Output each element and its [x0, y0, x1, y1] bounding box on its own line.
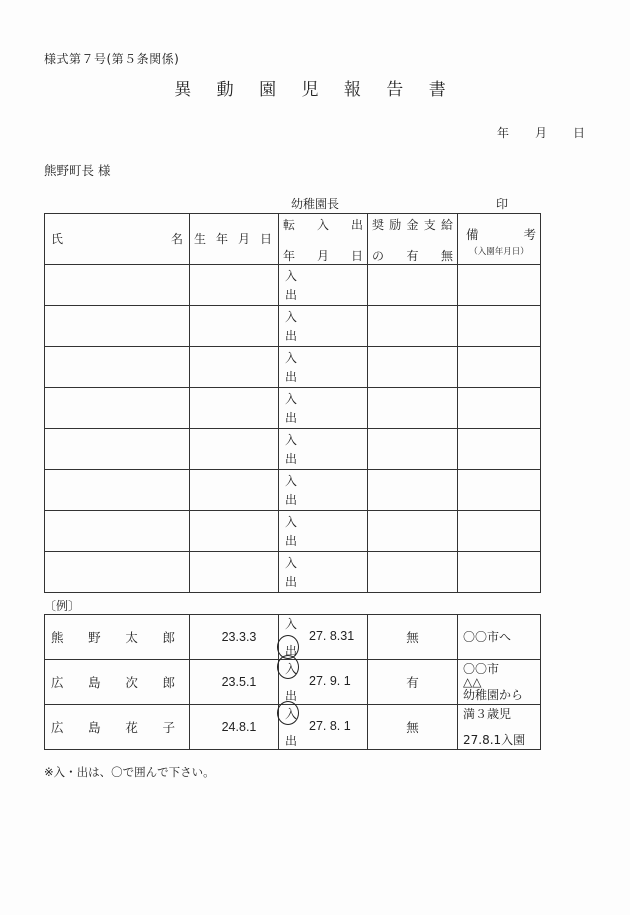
- birthdate-cell[interactable]: [190, 388, 279, 429]
- report-date: [483, 124, 585, 141]
- move-cell[interactable]: [279, 347, 368, 388]
- note-cell[interactable]: [458, 347, 541, 388]
- move-cell[interactable]: [279, 306, 368, 347]
- birthdate-cell[interactable]: [190, 470, 279, 511]
- example-birthdate: 23.3.3: [190, 615, 279, 660]
- header-note: 備 考 （入園年月日）: [458, 214, 541, 265]
- grant-cell[interactable]: [368, 470, 458, 511]
- example-move: [279, 615, 368, 660]
- out-option[interactable]: 出: [285, 452, 298, 466]
- in-option[interactable]: 入: [285, 269, 298, 283]
- note-cell[interactable]: [458, 470, 541, 511]
- report-table: [44, 213, 541, 593]
- note-cell[interactable]: [458, 552, 541, 593]
- name-cell[interactable]: [45, 265, 190, 306]
- in-option[interactable]: 入: [285, 556, 298, 570]
- note-cell[interactable]: [458, 388, 541, 429]
- example-name: 広 島 花 子: [45, 705, 190, 750]
- grant-cell[interactable]: [368, 552, 458, 593]
- example-row: [45, 705, 541, 750]
- header-grant: 奨 励 金 支 給 の 有 無: [368, 214, 458, 265]
- name-cell[interactable]: [45, 470, 190, 511]
- table-row: [45, 552, 541, 593]
- note-cell[interactable]: [458, 511, 541, 552]
- example-grant: 無: [368, 615, 458, 660]
- footnote: ※入・出は、〇で囲んで下さい。: [44, 765, 215, 779]
- move-cell[interactable]: [279, 511, 368, 552]
- grant-cell[interactable]: [368, 347, 458, 388]
- example-row: [45, 660, 541, 705]
- birthdate-cell[interactable]: [190, 347, 279, 388]
- example-birthdate: 23.5.1: [190, 660, 279, 705]
- header-birthdate: 生 年 月 日: [190, 214, 279, 265]
- birthdate-cell[interactable]: [190, 306, 279, 347]
- birthdate-cell[interactable]: [190, 429, 279, 470]
- in-option[interactable]: 入: [285, 515, 298, 529]
- grant-cell[interactable]: [368, 306, 458, 347]
- example-name: 熊 野 太 郎: [45, 615, 190, 660]
- example-label: 〔例〕: [44, 599, 81, 613]
- name-cell[interactable]: [45, 552, 190, 593]
- example-table: [44, 614, 541, 750]
- in-option: 入: [285, 617, 298, 631]
- example-row: [45, 615, 541, 660]
- table-row: [45, 429, 541, 470]
- move-cell[interactable]: [279, 388, 368, 429]
- example-grant: 無: [368, 705, 458, 750]
- example-birthdate: 24.8.1: [190, 705, 279, 750]
- name-cell[interactable]: [45, 306, 190, 347]
- note-cell[interactable]: [458, 429, 541, 470]
- example-move: [279, 705, 368, 750]
- name-cell[interactable]: [45, 511, 190, 552]
- date-day-label: 日: [572, 126, 585, 140]
- example-note: 〇〇市へ: [458, 615, 541, 660]
- example-grant: 有: [368, 660, 458, 705]
- move-date: 27. 8.31: [309, 629, 355, 643]
- birthdate-cell[interactable]: [190, 552, 279, 593]
- seal-label: 印: [496, 197, 509, 211]
- move-date: 27. 9. 1: [309, 674, 351, 688]
- table-row: [45, 511, 541, 552]
- grant-cell[interactable]: [368, 429, 458, 470]
- table-row: [45, 388, 541, 429]
- out-option[interactable]: 出: [285, 370, 298, 384]
- form-number: 様式第７号(第５条関係): [44, 52, 180, 66]
- header-move-date: 転 入 出 年 月 日: [279, 214, 368, 265]
- addressee: 熊野町長 様: [44, 163, 111, 178]
- example-name: 広 島 次 郎: [45, 660, 190, 705]
- in-option[interactable]: 入: [285, 310, 298, 324]
- in-option[interactable]: 入: [285, 433, 298, 447]
- in-option[interactable]: 入: [285, 351, 298, 365]
- in-option: 入: [285, 662, 298, 676]
- out-option[interactable]: 出: [285, 329, 298, 343]
- grant-cell[interactable]: [368, 511, 458, 552]
- note-cell[interactable]: [458, 306, 541, 347]
- header-name: 氏 名: [45, 214, 190, 265]
- birthdate-cell[interactable]: [190, 265, 279, 306]
- name-cell[interactable]: [45, 429, 190, 470]
- sender-label: 幼稚園長: [291, 197, 340, 211]
- birthdate-cell[interactable]: [190, 511, 279, 552]
- out-option[interactable]: 出: [285, 288, 298, 302]
- date-month-label: 月: [534, 126, 547, 140]
- name-cell[interactable]: [45, 388, 190, 429]
- selection-circle-icon: [277, 655, 299, 679]
- in-option[interactable]: 入: [285, 474, 298, 488]
- document-title: 異 動 園 児 報 告 書: [174, 80, 456, 100]
- in-option[interactable]: 入: [285, 392, 298, 406]
- out-option: 出: [285, 734, 298, 748]
- out-option[interactable]: 出: [285, 411, 298, 425]
- move-cell[interactable]: [279, 470, 368, 511]
- move-date: 27. 8. 1: [309, 719, 351, 733]
- table-row: [45, 306, 541, 347]
- out-option[interactable]: 出: [285, 493, 298, 507]
- grant-cell[interactable]: [368, 388, 458, 429]
- table-row: [45, 470, 541, 511]
- move-cell[interactable]: [279, 265, 368, 306]
- table-header-row: [45, 214, 541, 265]
- note-cell[interactable]: [458, 265, 541, 306]
- move-cell[interactable]: [279, 552, 368, 593]
- out-option: 出: [285, 689, 298, 703]
- table-row: [45, 347, 541, 388]
- date-year-label: 年: [496, 126, 509, 140]
- out-option[interactable]: 出: [285, 534, 298, 548]
- table-row: [45, 265, 541, 306]
- example-note: 〇〇市 △△ 幼稚園から: [458, 660, 541, 705]
- out-option: 出: [285, 644, 298, 658]
- grant-cell[interactable]: [368, 265, 458, 306]
- out-option[interactable]: 出: [285, 575, 298, 589]
- example-move: [279, 660, 368, 705]
- example-note: 満３歳児 27.8.1入園: [458, 705, 541, 750]
- in-option: 入: [285, 707, 298, 721]
- selection-circle-icon: [277, 701, 299, 725]
- name-cell[interactable]: [45, 347, 190, 388]
- move-cell[interactable]: [279, 429, 368, 470]
